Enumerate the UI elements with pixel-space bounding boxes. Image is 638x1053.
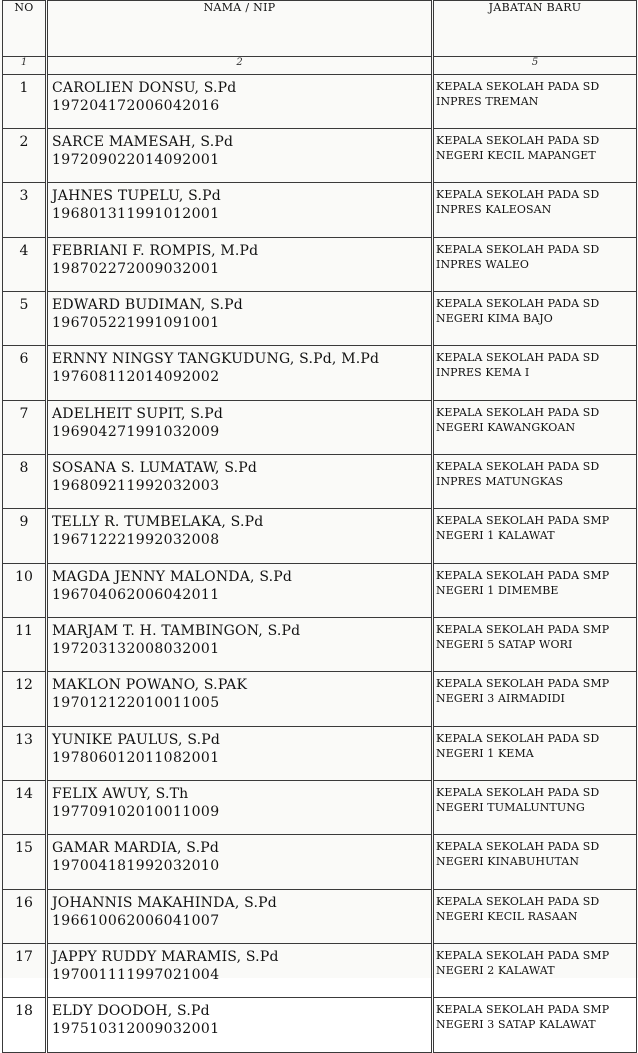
personnel-table xyxy=(2,0,637,1053)
position-line-1: KEPALA SEKOLAH PADA SMP xyxy=(436,677,610,690)
position-line-1: KEPALA SEKOLAH PADA SD xyxy=(436,895,600,908)
name-nip-cell xyxy=(47,292,433,346)
header-position: JABATAN BARU xyxy=(433,1,637,57)
table-row xyxy=(3,781,637,835)
position-line-1: KEPALA SEKOLAH PADA SMP xyxy=(436,569,610,582)
position-cell xyxy=(433,890,637,944)
table-row xyxy=(3,292,637,346)
position-cell xyxy=(433,781,637,835)
row-number: 17 xyxy=(3,944,47,998)
position-line-1: KEPALA SEKOLAH PADA SMP xyxy=(436,949,610,962)
table-row xyxy=(3,509,637,564)
name-nip-cell xyxy=(47,998,433,1053)
name-nip-cell xyxy=(47,509,433,564)
position-cell xyxy=(433,672,637,727)
position-line-1: KEPALA SEKOLAH PADA SD xyxy=(436,732,600,745)
employee-name: FELIX AWUY, S.Th xyxy=(52,786,189,802)
row-number: 8 xyxy=(3,455,47,509)
name-nip-cell xyxy=(47,890,433,944)
employee-name: YUNIKE PAULUS, S.Pd xyxy=(52,732,221,748)
position-line-1: KEPALA SEKOLAH PADA SD xyxy=(436,80,600,93)
row-number: 1 xyxy=(3,75,47,129)
employee-name: SARCE MAMESAH, S.Pd xyxy=(52,134,234,150)
row-number: 18 xyxy=(3,998,47,1053)
name-nip-cell xyxy=(47,781,433,835)
employee-nip: 196809211992032003 xyxy=(52,478,220,494)
name-nip-cell xyxy=(47,835,433,890)
name-nip-cell xyxy=(47,727,433,781)
position-line-2: NEGERI TUMALUNTUNG xyxy=(436,801,585,814)
position-line-1: KEPALA SEKOLAH PADA SD xyxy=(436,460,600,473)
position-line-2: NEGERI 3 SATAP KALAWAT xyxy=(436,1018,596,1031)
employee-nip: 198702272009032001 xyxy=(52,261,220,277)
employee-name: MAKLON POWANO, S.PAK xyxy=(52,677,248,693)
employee-nip: 197204172006042016 xyxy=(52,98,220,114)
table-row xyxy=(3,727,637,781)
position-line-2: NEGERI 1 KALAWAT xyxy=(436,529,555,542)
position-cell xyxy=(433,509,637,564)
header-no: NO xyxy=(3,1,47,57)
position-line-1: KEPALA SEKOLAH PADA SD xyxy=(436,351,600,364)
row-number: 10 xyxy=(3,564,47,618)
employee-nip: 196705221991091001 xyxy=(52,315,220,331)
row-number: 2 xyxy=(3,129,47,183)
employee-name: JAPPY RUDDY MARAMIS, S.Pd xyxy=(52,949,279,965)
position-line-2: NEGERI KECIL RASAAN xyxy=(436,910,578,923)
position-line-2: NEGERI 2 KALAWAT xyxy=(436,964,555,977)
employee-name: JAHNES TUPELU, S.Pd xyxy=(52,188,221,204)
employee-name: ERNNY NINGSY TANGKUDUNG, S.Pd, M.Pd xyxy=(52,351,380,367)
row-number: 13 xyxy=(3,727,47,781)
name-nip-cell xyxy=(47,129,433,183)
employee-nip: 196801311991012001 xyxy=(52,206,220,222)
employee-nip: 196712221992032008 xyxy=(52,532,220,548)
table-row xyxy=(3,672,637,727)
position-line-2: NEGERI KAWANGKOAN xyxy=(436,421,576,434)
row-number: 6 xyxy=(3,346,47,401)
position-line-2: NEGERI KECIL MAPANGET xyxy=(436,149,596,162)
position-line-1: KEPALA SEKOLAH PADA SD xyxy=(436,243,600,256)
position-line-2: INPRES WALEO xyxy=(436,258,529,271)
position-cell xyxy=(433,455,637,509)
table-row xyxy=(3,346,637,401)
table-row xyxy=(3,944,637,998)
employee-nip: 197510312009032001 xyxy=(52,1021,220,1037)
position-line-1: KEPALA SEKOLAH PADA SD xyxy=(436,840,600,853)
position-cell xyxy=(433,944,637,998)
table-body xyxy=(3,75,637,1053)
table-header-row xyxy=(3,1,637,57)
table-row xyxy=(3,564,637,618)
table-row xyxy=(3,455,637,509)
position-cell xyxy=(433,618,637,672)
position-cell xyxy=(433,835,637,890)
name-nip-cell xyxy=(47,564,433,618)
employee-name: ADELHEIT SUPIT, S.Pd xyxy=(52,406,224,422)
employee-nip: 197209022014092001 xyxy=(52,152,220,168)
position-line-1: KEPALA SEKOLAH PADA SMP xyxy=(436,623,610,636)
column-index-row xyxy=(3,57,637,75)
position-line-2: NEGERI KINABUHUTAN xyxy=(436,855,580,868)
row-number: 7 xyxy=(3,401,47,455)
name-nip-cell xyxy=(47,455,433,509)
row-number: 16 xyxy=(3,890,47,944)
table-row xyxy=(3,129,637,183)
name-nip-cell xyxy=(47,401,433,455)
name-nip-cell xyxy=(47,75,433,129)
position-cell xyxy=(433,727,637,781)
column-index-position: 5 xyxy=(433,57,637,75)
employee-nip: 196704062006042011 xyxy=(52,587,220,603)
position-cell xyxy=(433,401,637,455)
position-cell xyxy=(433,292,637,346)
position-line-1: KEPALA SEKOLAH PADA SD xyxy=(436,786,600,799)
position-line-1: KEPALA SEKOLAH PADA SMP xyxy=(436,1003,610,1016)
employee-nip: 197608112014092002 xyxy=(52,369,220,385)
position-line-1: KEPALA SEKOLAH PADA SD xyxy=(436,406,600,419)
name-nip-cell xyxy=(47,944,433,998)
position-line-2: INPRES KEMA I xyxy=(436,366,530,379)
position-line-2: INPRES TREMAN xyxy=(436,95,539,108)
employee-nip: 197001111997021004 xyxy=(52,967,220,983)
position-line-2: NEGERI 5 SATAP WORI xyxy=(436,638,573,651)
position-line-1: KEPALA SEKOLAH PADA SMP xyxy=(436,514,610,527)
position-cell xyxy=(433,129,637,183)
table-row xyxy=(3,618,637,672)
position-cell xyxy=(433,75,637,129)
employee-name: EDWARD BUDIMAN, S.Pd xyxy=(52,297,243,313)
employee-nip: 196610062006041007 xyxy=(52,913,220,929)
employee-nip: 197709102010011009 xyxy=(52,804,220,820)
position-line-2: INPRES KALEOSAN xyxy=(436,203,552,216)
table-row xyxy=(3,238,637,292)
employee-nip: 197012122010011005 xyxy=(52,695,220,711)
employee-nip: 197203132008032001 xyxy=(52,641,220,657)
position-line-2: NEGERI 3 AIRMADIDI xyxy=(436,692,565,705)
row-number: 12 xyxy=(3,672,47,727)
employee-name: ELDY DOODOH, S.Pd xyxy=(52,1003,210,1019)
name-nip-cell xyxy=(47,672,433,727)
row-number: 14 xyxy=(3,781,47,835)
employee-nip: 197806012011082001 xyxy=(52,750,220,766)
name-nip-cell xyxy=(47,183,433,238)
row-number: 15 xyxy=(3,835,47,890)
table-row xyxy=(3,835,637,890)
position-line-2: INPRES MATUNGKAS xyxy=(436,475,564,488)
employee-name: FEBRIANI F. ROMPIS, M.Pd xyxy=(52,243,259,259)
position-line-1: KEPALA SEKOLAH PADA SD xyxy=(436,134,600,147)
position-line-1: KEPALA SEKOLAH PADA SD xyxy=(436,188,600,201)
name-nip-cell xyxy=(47,346,433,401)
name-nip-cell xyxy=(47,238,433,292)
position-cell xyxy=(433,238,637,292)
employee-name: TELLY R. TUMBELAKA, S.Pd xyxy=(52,514,264,530)
position-cell xyxy=(433,346,637,401)
position-line-2: NEGERI 1 KEMA xyxy=(436,747,534,760)
row-number: 5 xyxy=(3,292,47,346)
employee-nip: 197004181992032010 xyxy=(52,858,220,874)
column-index-no: 1 xyxy=(3,57,47,75)
position-cell xyxy=(433,183,637,238)
table-row xyxy=(3,401,637,455)
table-row xyxy=(3,75,637,129)
employee-name: CAROLIEN DONSU, S.Pd xyxy=(52,80,237,96)
position-cell xyxy=(433,998,637,1053)
position-line-2: NEGERI KIMA BAJO xyxy=(436,312,553,325)
employee-name: MARJAM T. H. TAMBINGON, S.Pd xyxy=(52,623,301,639)
employee-name: GAMAR MARDIA, S.Pd xyxy=(52,840,220,856)
row-number: 9 xyxy=(3,509,47,564)
table-row xyxy=(3,890,637,944)
position-cell xyxy=(433,564,637,618)
position-line-1: KEPALA SEKOLAH PADA SD xyxy=(436,297,600,310)
name-nip-cell xyxy=(47,618,433,672)
header-name-nip: NAMA / NIP xyxy=(47,1,433,57)
position-line-2: NEGERI 1 DIMEMBE xyxy=(436,584,559,597)
table-row xyxy=(3,183,637,238)
row-number: 4 xyxy=(3,238,47,292)
column-index-name: 2 xyxy=(47,57,433,75)
table-row xyxy=(3,998,637,1053)
employee-name: JOHANNIS MAKAHINDA, S.Pd xyxy=(52,895,277,911)
row-number: 11 xyxy=(3,618,47,672)
employee-nip: 196904271991032009 xyxy=(52,424,220,440)
employee-name: MAGDA JENNY MALONDA, S.Pd xyxy=(52,569,293,585)
row-number: 3 xyxy=(3,183,47,238)
employee-name: SOSANA S. LUMATAW, S.Pd xyxy=(52,460,258,476)
